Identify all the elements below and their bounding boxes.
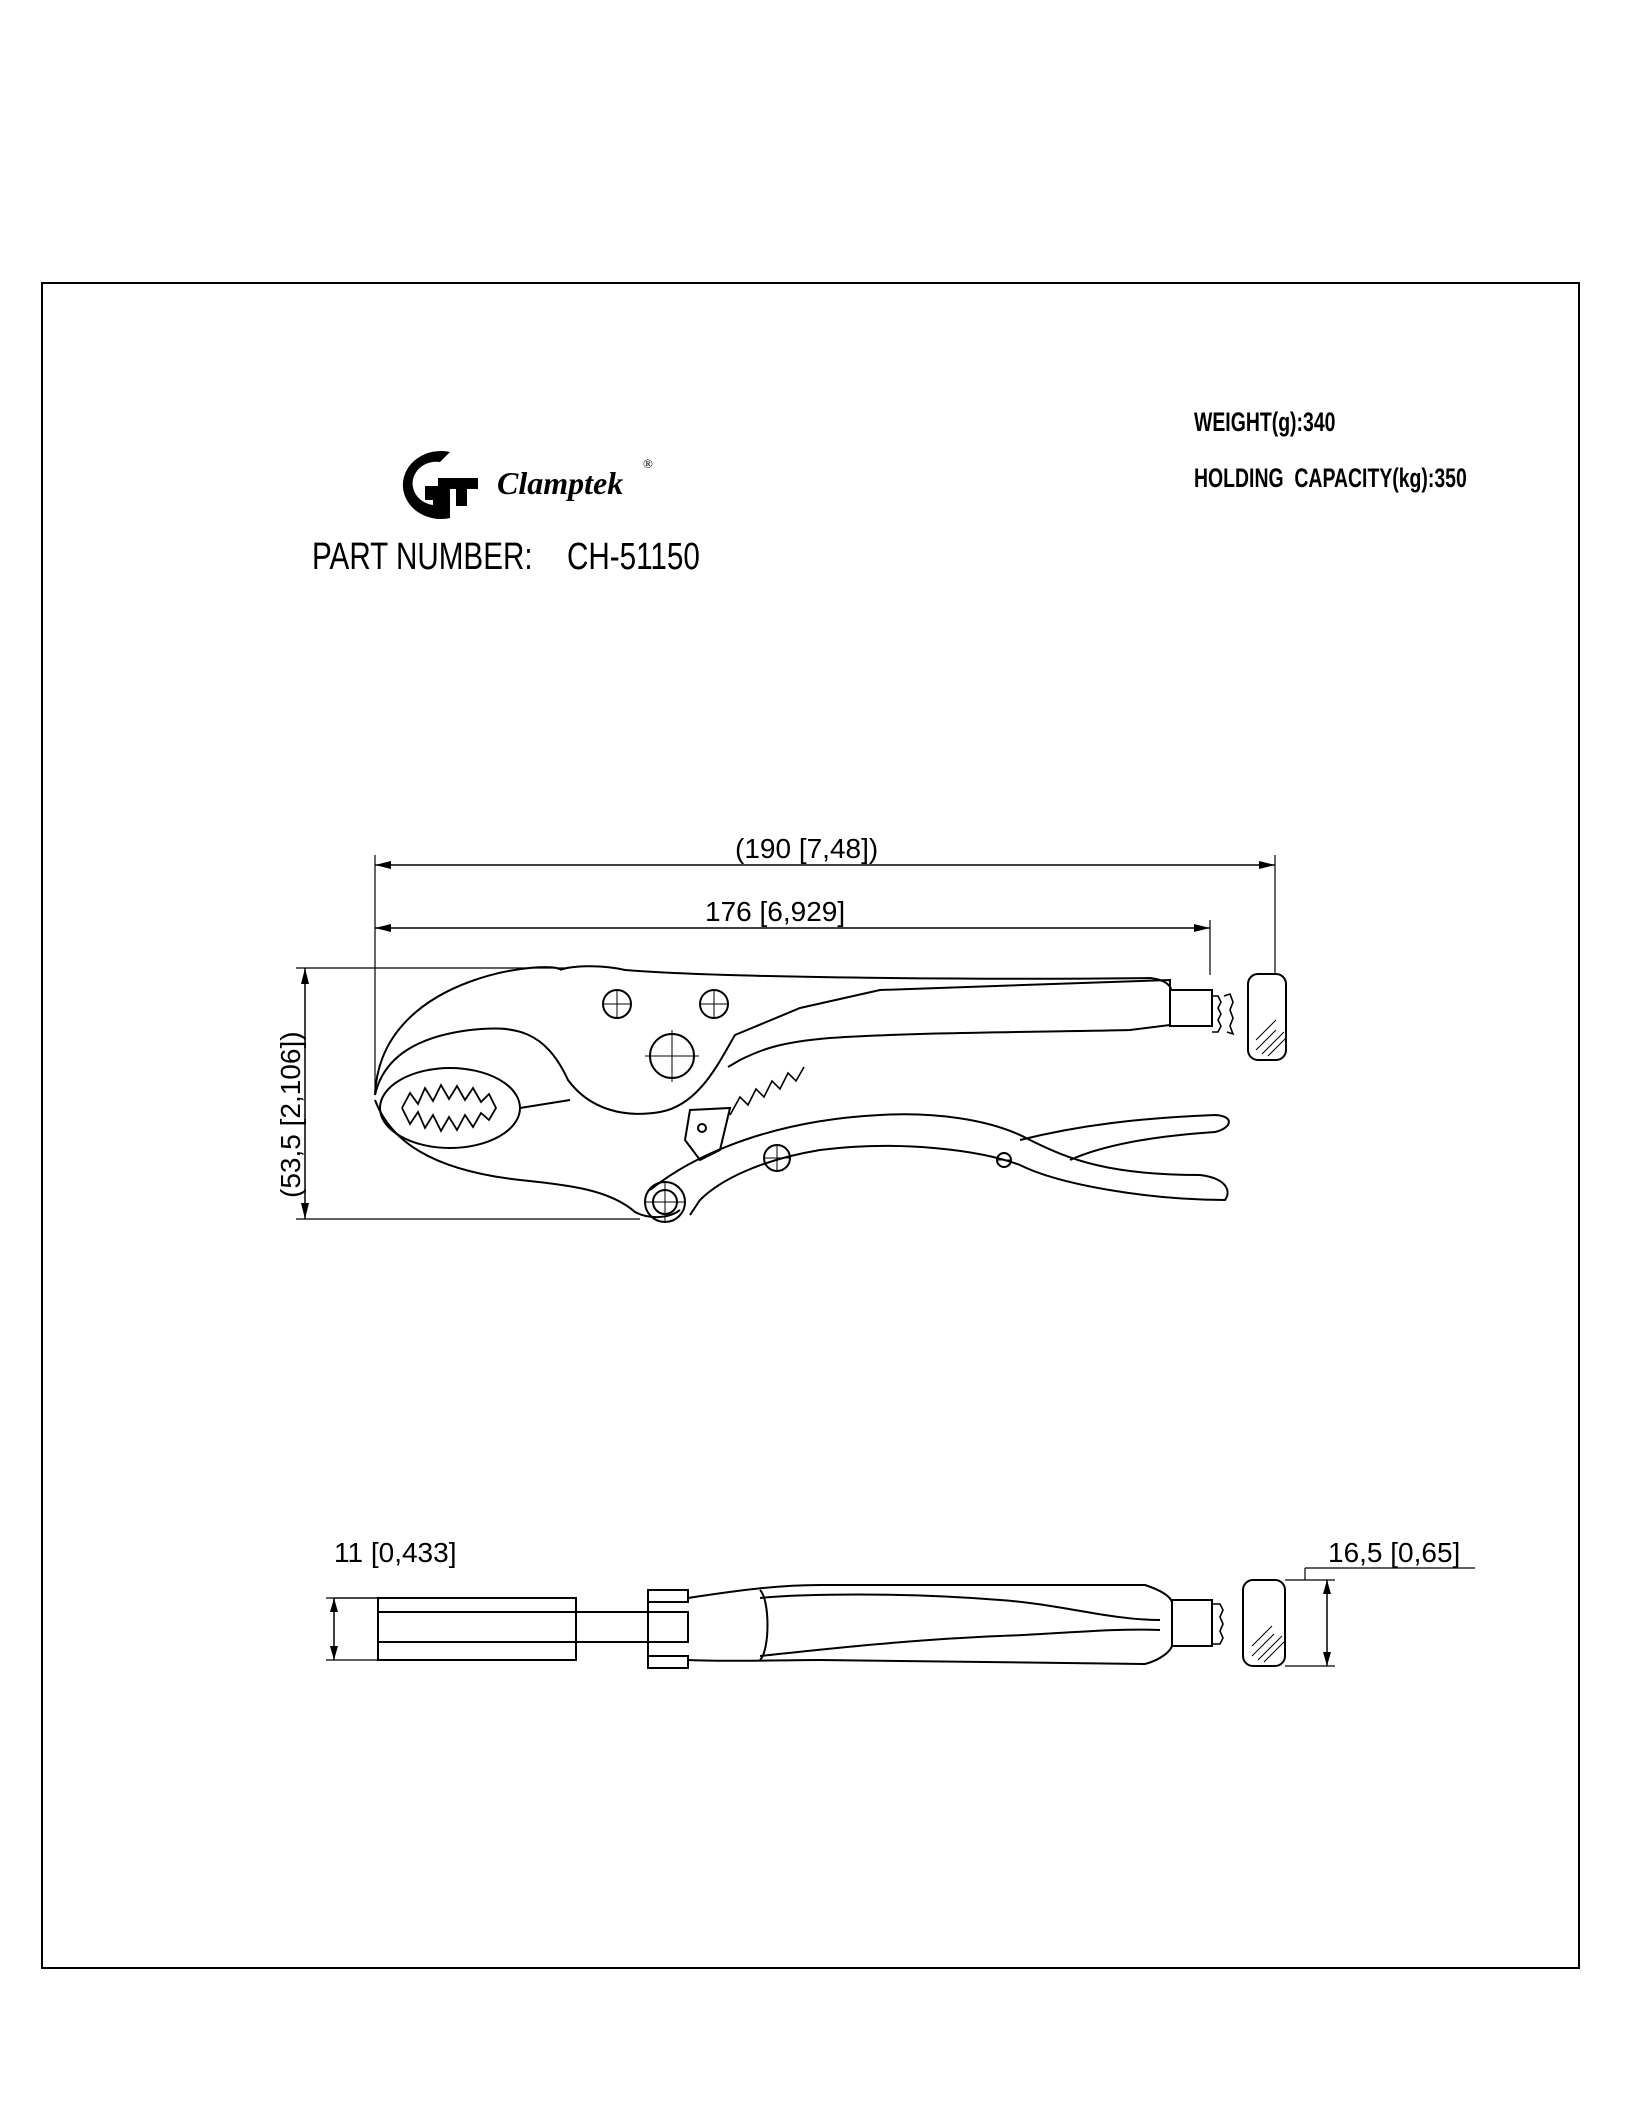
part-number-label: PART NUMBER:: [311, 535, 533, 578]
weight-spec: [1194, 407, 1335, 437]
clamptek-g-logo-icon: [403, 451, 478, 519]
weight-label: WEIGHT(g):: [1194, 406, 1304, 437]
brand-name: Clamptek: [497, 465, 624, 501]
part-number-value: CH-51150: [566, 535, 700, 578]
overall-length-dimension: (190 [7,48]): [735, 833, 879, 864]
jaw-width-dimension: 11 [0,433]: [334, 1537, 457, 1568]
screw-diameter-dimension: 16,5 [0,65]: [1328, 1537, 1461, 1568]
weight-value: 340: [1303, 406, 1336, 437]
svg-text:HOLDING CAPACITY(kg):350: [1194, 463, 1467, 493]
top-view: [326, 1568, 1475, 1668]
body-length-dimension: 176 [6,929]: [705, 896, 846, 927]
height-dimension: (53,5 [2,106]): [275, 1031, 306, 1198]
registered-mark: ®: [643, 456, 653, 471]
capacity-label: HOLDING CAPACITY(kg):: [1194, 462, 1435, 493]
capacity-value: 350: [1434, 462, 1467, 493]
sheet-border: [42, 283, 1579, 1968]
capacity-spec: [1194, 463, 1467, 493]
svg-text:WEIGHT(g):340: [1194, 407, 1335, 437]
